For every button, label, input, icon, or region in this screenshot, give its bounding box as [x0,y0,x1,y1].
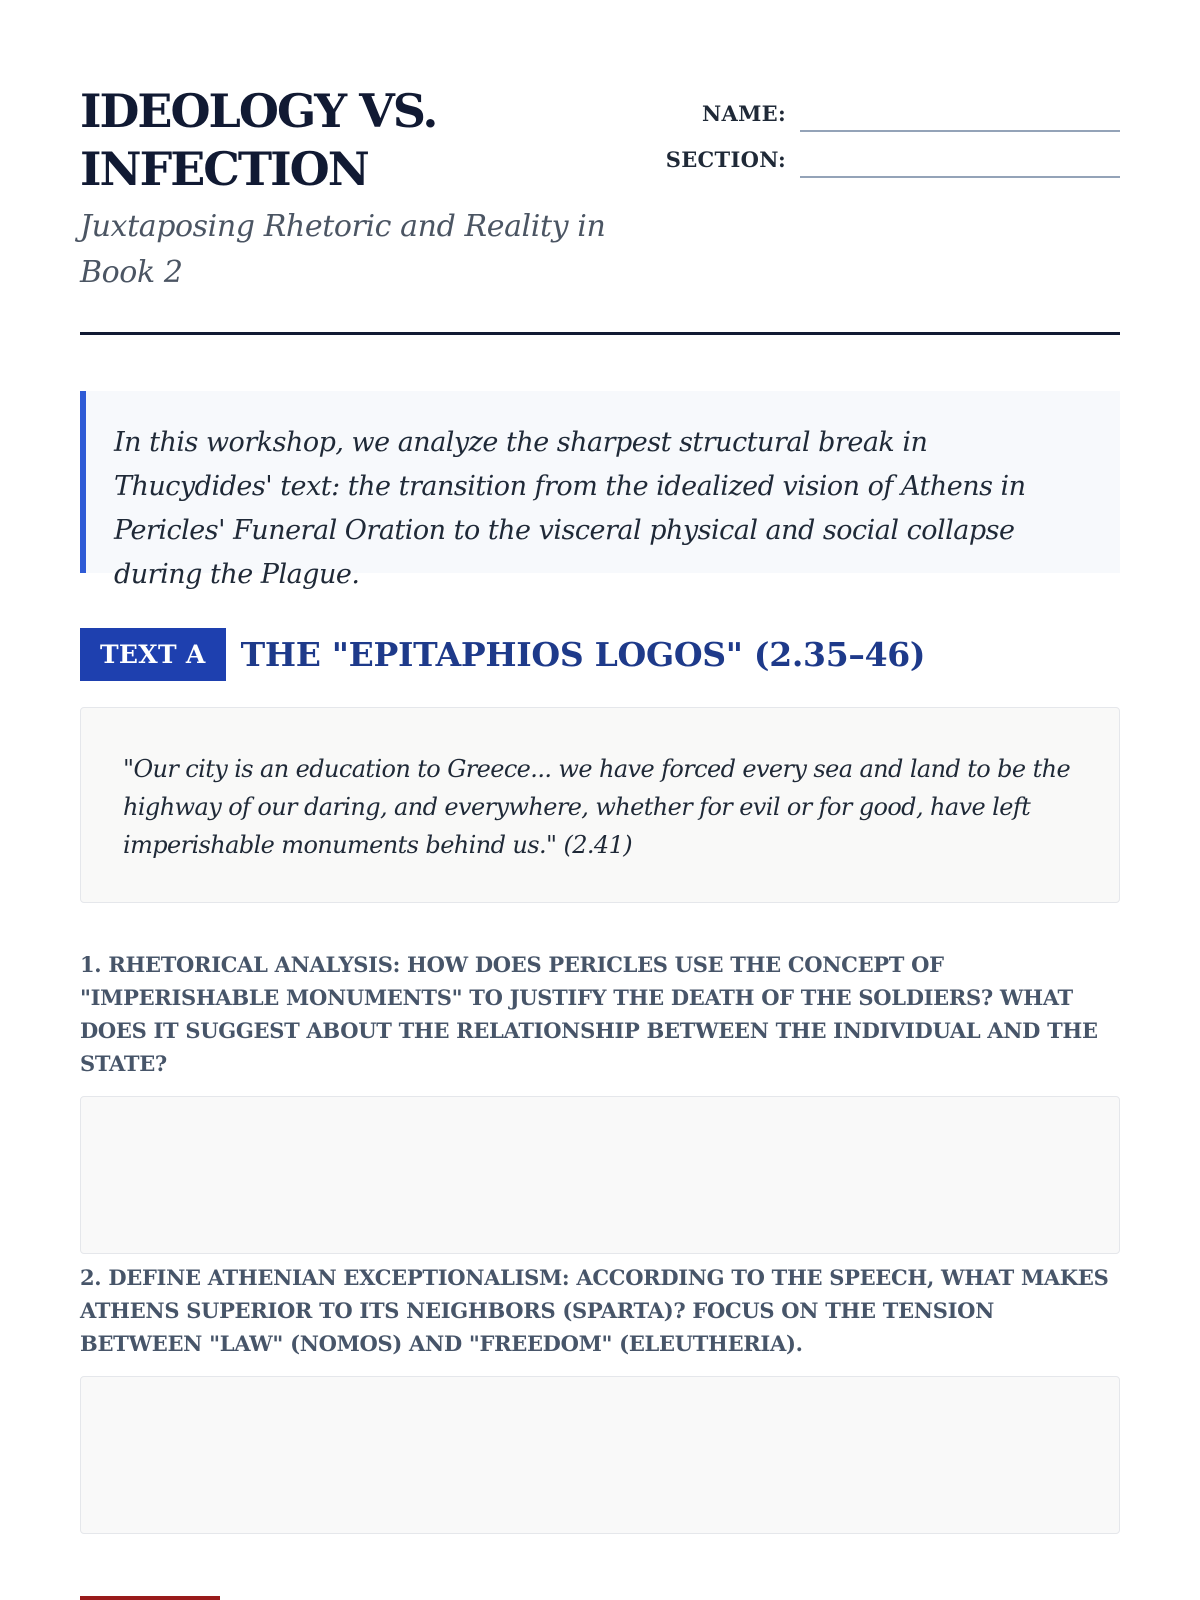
worksheet-page [80,0,1120,1356]
question-1-prompt: 1. RHETORICAL ANALYSIS: HOW DOES PERICLES USE THE CONCEPT OF "IMPERISHABLE MONUMENTS" TO JUSTIFY THE DEATH OF THE SOLDIERS? WHAT DOES IT SUGGEST ABOUT THE RELATIONSHIP BETWEEN THE INDIVIDUAL AND THE STATE? [80,952,1098,1076]
name-field-row [640,86,1120,132]
worksheet-header [80,0,1120,336]
section-field[interactable] [800,146,1120,178]
header-divider [80,332,1120,335]
title-block [80,82,680,296]
section-a-quote: "Our city is an education to Greece... we have forced every sea and land to be the highway of our daring, and everywhere, whether for evil or for good, have left imperishable monuments behind us." (2.41) [123,755,1071,859]
page-subtitle: Juxtaposing Rhetoric and Reality in Book 2 [80,209,606,290]
name-label: NAME: [702,101,786,126]
section-a-title: THE "EPITAPHIOS LOGOS" (2.35–46) [240,634,926,674]
page-title: IDEOLOGY VS. INFECTION [80,84,437,196]
intro-callout [80,391,1120,590]
next-section-tag [80,1596,220,1600]
section-a-header [80,627,925,681]
question-2-answer-box[interactable] [80,1376,1120,1534]
intro-text: In this workshop, we analyze the sharpest structural break in Thucydides' text: the transition from the idealized vision of Athens in Pericles' Funeral Oration to the visceral physical and social collapse during the Plague. [114,427,1026,590]
question-2-prompt: 2. DEFINE ATHENIAN EXCEPTIONALISM: ACCORDING TO THE SPEECH, WHAT MAKES ATHENS SUPERIOR TO ITS NEIGHBORS (SPARTA)? FOCUS ON THE TENSION BETWEEN "LAW" (NOMOS) AND "FREEDOM" (ELEUTHERIA). [80,1265,1109,1356]
section-a-tag: TEXT A [80,628,226,681]
question-2 [80,1261,1120,1534]
name-field[interactable] [800,100,1120,132]
question-1 [80,948,1120,1254]
section-label: SECTION: [665,147,786,172]
section-field-row [640,132,1120,178]
section-a-quote-box [80,707,1120,903]
question-1-answer-box[interactable] [80,1096,1120,1254]
student-id-fields [640,86,1120,178]
